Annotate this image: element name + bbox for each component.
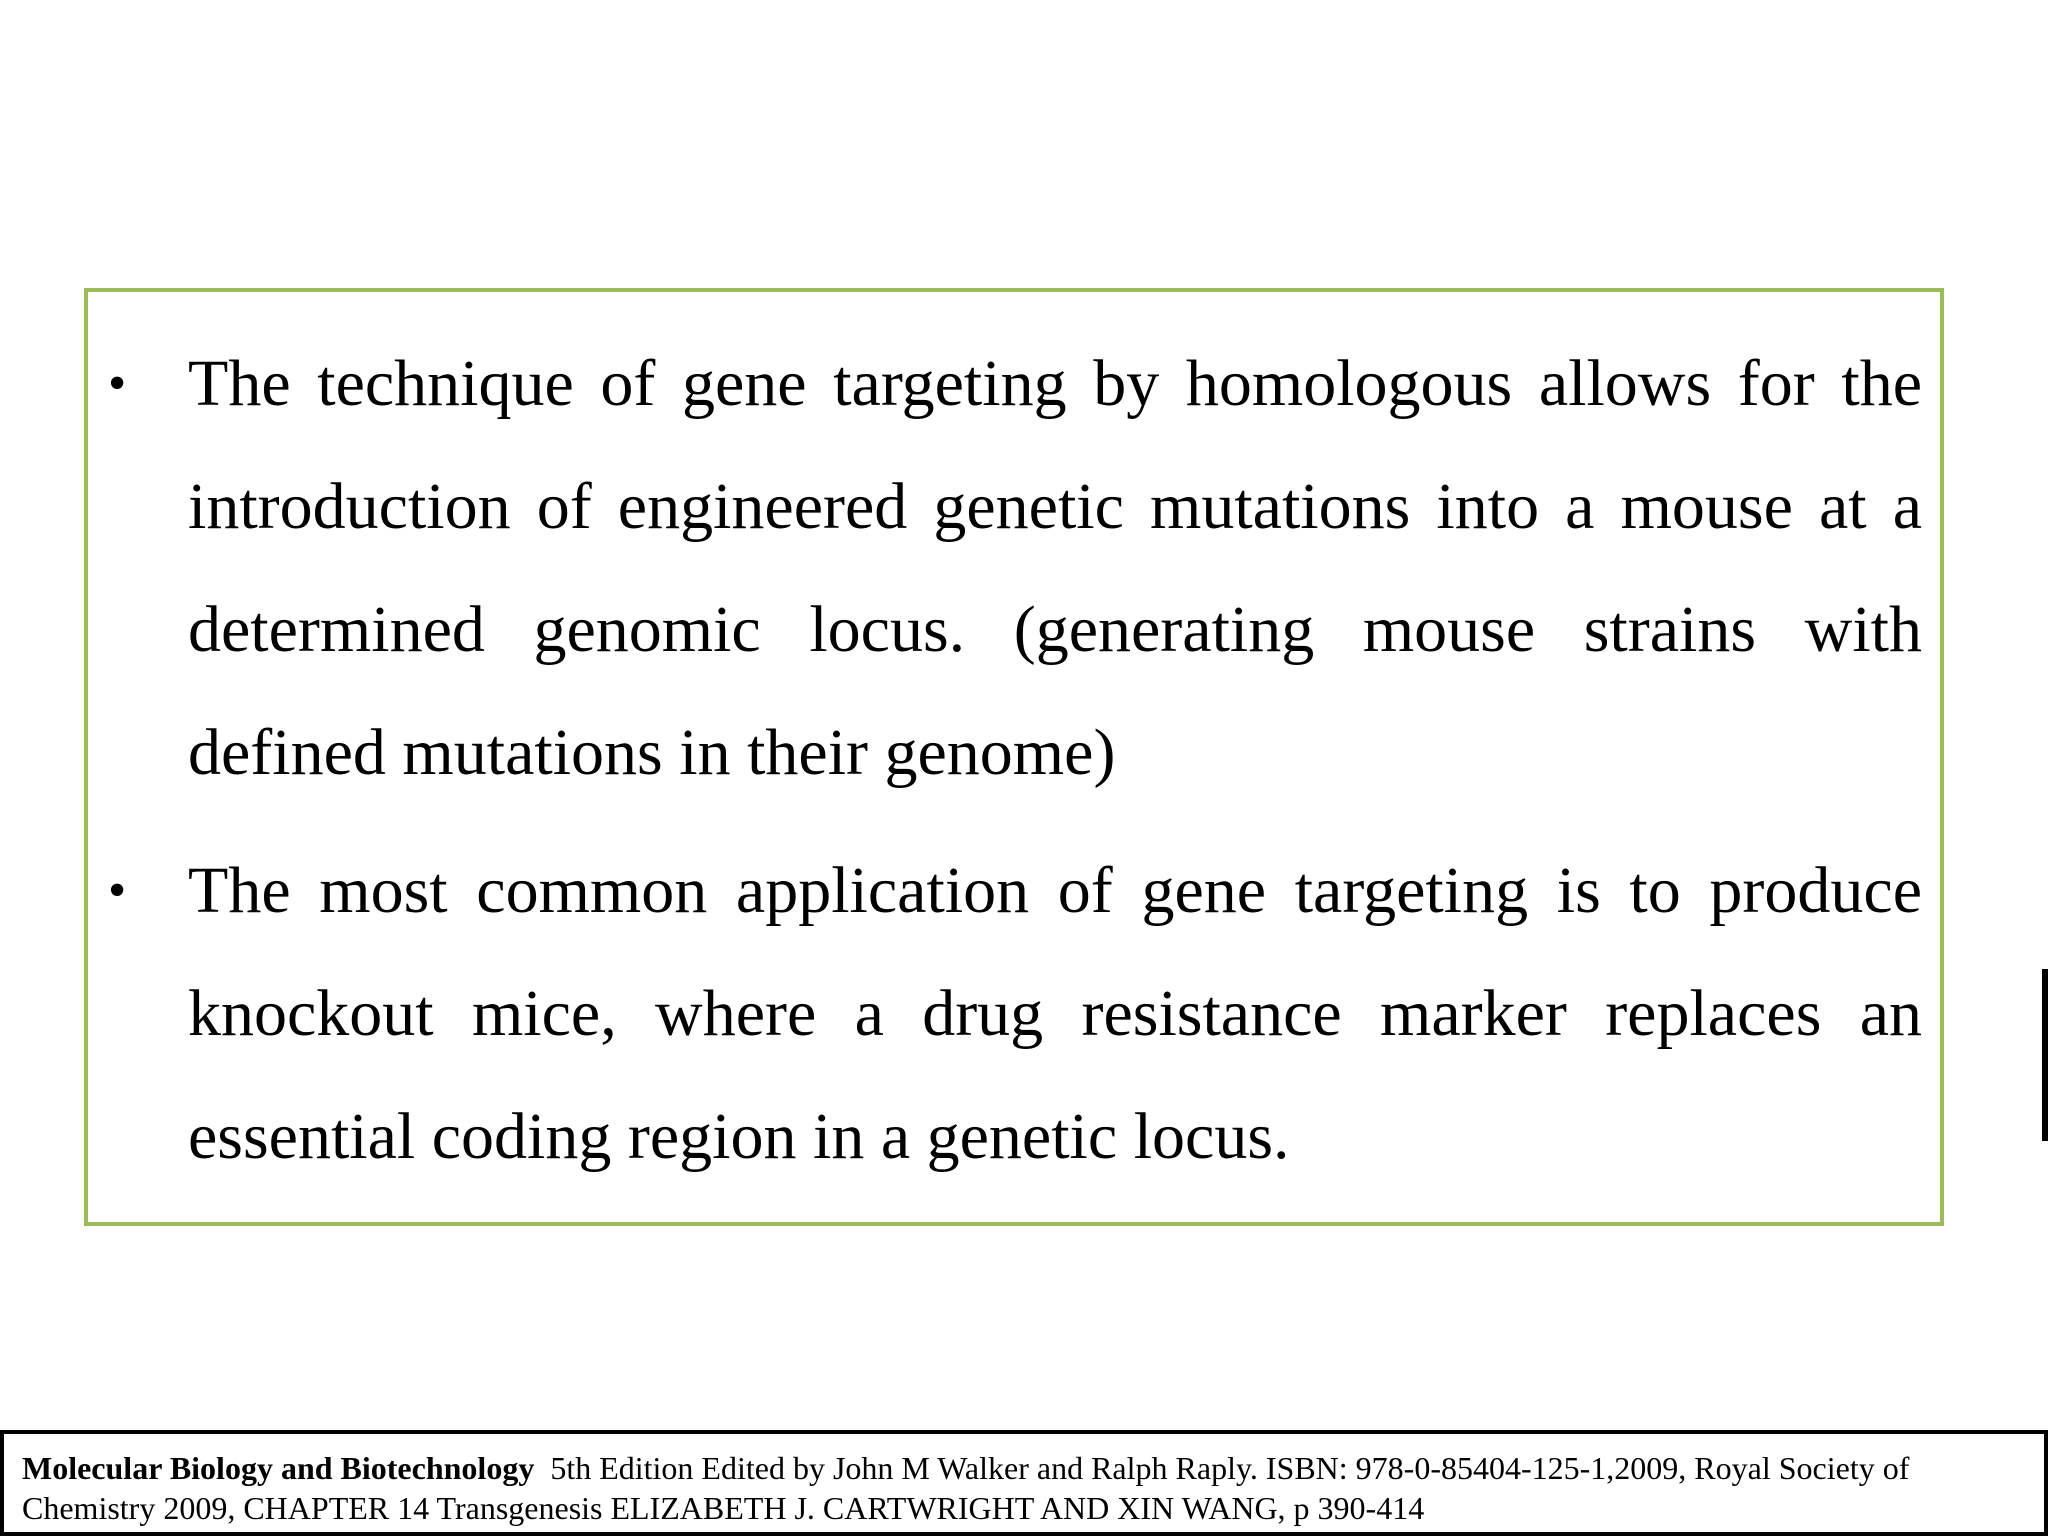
bullet-item-gene-targeting [88, 322, 1940, 814]
citation-details: 5th Edition Edited by John M Walker and Ralph Raply. ISBN: 978-0-85404-125-1,2009, Royal Society of Chemistry 2009, CHAPTER 14 Transgenesis ELIZABETH J. CARTWRIGHT AND XIN WANG, p 390-414 [22, 1450, 1910, 1526]
bullet-list [88, 322, 1940, 1198]
bullet-text: The most common application of gene targeting is to produce knockout mice, where a drug resistance marker replaces an essential coding region in a genetic locus. [188, 854, 1922, 1173]
content-box [84, 288, 1944, 1226]
citation-title: Molecular Biology and Biotechnology [22, 1450, 535, 1486]
bullet-icon: • [108, 862, 127, 919]
bullet-text: The technique of gene targeting by homologous allows for the introduction of engineered genetic mutations into a mouse at a determined genomic locus. (generating mouse strains with defined mutations in their genome) [188, 347, 1922, 789]
citation-footer [0, 1430, 2048, 1536]
bullet-icon: • [108, 355, 127, 412]
edge-marker [2042, 969, 2048, 1141]
bullet-item-knockout-mice [88, 829, 1940, 1198]
